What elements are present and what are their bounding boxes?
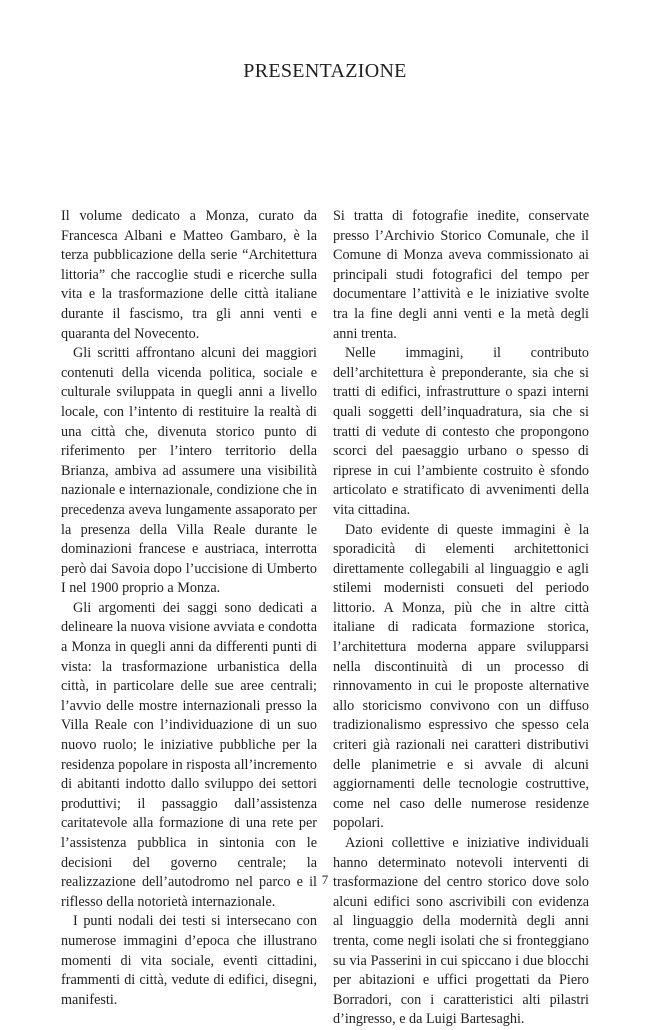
left-column xyxy=(61,207,317,1010)
paragraph: Dato evidente di queste immagini è la sporadicità di elementi architettonici direttamente collegabili al linguaggio e agli stilemi modernisti consueti del periodo littorio. A Monza, più che in altre città italiane di radicata formazione storica, l’architettura moderna appare svilupparsi nella discontinuità di un processo di rinnovamento in cui le proposte alternative allo storicismo convivono con un diffuso tradizionalismo espressivo che spesso cela criteri già razionali nei caratteri distributivi delle planimetrie e si avvale di alcuni aggiornamenti delle tecnologie costruttive, come nel caso delle numerose residenze popolari. xyxy=(333,521,589,832)
paragraph: Gli argomenti dei saggi sono dedicati a delineare la nuova visione avviata e condotta a Monza in quegli anni da differenti punti di vista: la trasformazione urbanistica della città, in particolare delle sue aree centrali; l’avvio delle mostre internazionali presso la Villa Reale con l’individuazione di un suo nuovo ruolo; le iniziative pubbliche per la residenza popolare in risposta all’incremento di abitanti indotto dallo sviluppo dei settori produttivi; il passaggio dall’assistenza caritatevole alla formazione di una rete per l’assistenza pubblica in sintonia con le decisioni del governo centrale; la realizzazione dell’autodromo nel parco e il riflesso della notorietà internazionale. xyxy=(61,599,317,910)
right-column xyxy=(333,207,589,1030)
paragraph: Il volume dedicato a Monza, curato da Francesca Albani e Matteo Gambaro, è la terza pubblicazione della serie “Architettura littoria” che raccoglie studi e ricerche sulla vita e la trasformazione delle città italiane durante il fascismo, tra gli anni venti e quaranta del Novecento. xyxy=(61,208,317,342)
paragraph: Nelle immagini, il contributo dell’architettura è preponderante, sia che si tratti di edifici, infrastrutture o spazi interni quali soggetti dell’inquadratura, sia che si tratti di vedute di contesto che propongono scorci del paesaggio urbano o spesso di riprese in cui l’ambiente costruito è sfondo articolato e stratificato di avvenimenti della vita cittadina. xyxy=(333,345,589,518)
paragraph: Gli scritti affrontano alcuni dei maggiori contenuti della vicenda politica, sociale e culturale sviluppata in quegli anni a livello locale, con l’intento di restituire la realtà di una città che, divenuta storico punto di riferimento per l’intero territorio della Brianza, ambiva ad assumere una visibilità nazionale e internazionale, condizione che in precedenza aveva lungamente assaporato per la presenza della Villa Reale durante le dominazioni francese e austriaca, interrotta però dai Savoia dopo l’uccisione di Umberto I nel 1900 proprio a Monza. xyxy=(61,345,317,597)
page-number: 7 xyxy=(321,872,329,887)
paragraph: I punti nodali dei testi si intersecano con numerose immagini d’epoca che illustrano momenti di vita sociale, eventi cittadini, frammenti di città, vedute di edifici, disegni, manifesti. xyxy=(61,913,317,1008)
page-title: PRESENTAZIONE xyxy=(243,60,407,82)
paragraph: Si tratta di fotografie inedite, conservate presso l’Archivio Storico Comunale, che il Comune di Monza aveva commissionato ai principali studi fotografici del tempo per documentare l’attività e le iniziative svolte tra la fine degli anni venti e la metà degli anni trenta. xyxy=(333,208,589,342)
paragraph: Azioni collettive e iniziative individuali hanno determinato notevoli interventi di trasformazione del centro storico dove solo alcuni edifici sono ascrivibili con evidenza al linguaggio della modernità degli anni trenta, come negli isolati che si fronteggiano su via Passerini in cui spiccano i due blocchi per abitazioni e uffici progettati da Piero Borradori, con i caratteristici alti pilastri d’ingresso, e da Luigi Bartesaghi. xyxy=(333,835,589,1028)
